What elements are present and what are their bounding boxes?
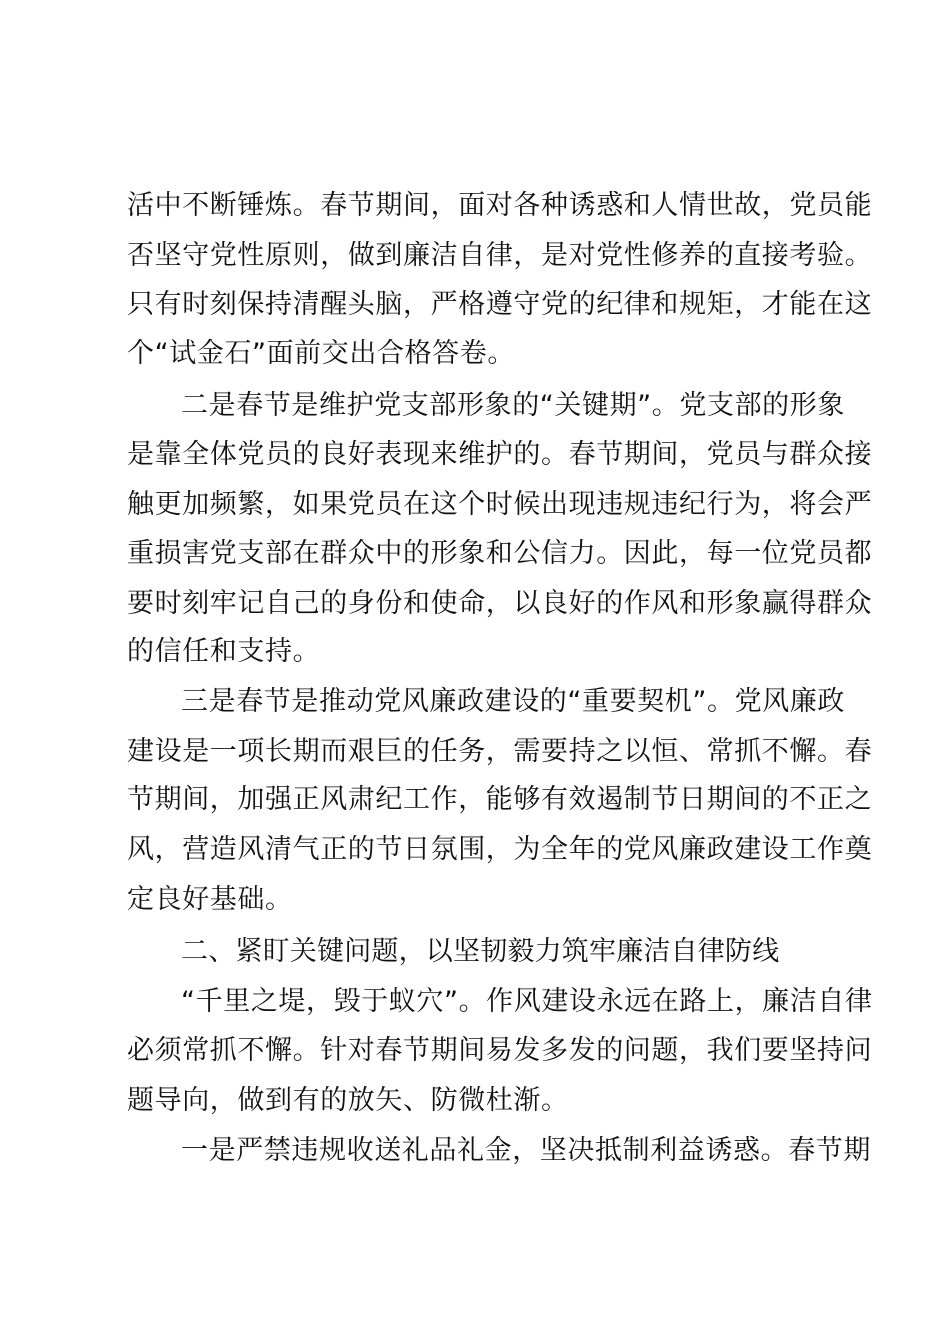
text-line-2: 否坚守党性原则，做到廉洁自律，是对党性修养的直接考验。 [127,240,873,271]
text-line-12: 建设是一项长期而艰巨的任务，需要持之以恒、常抓不懈。春 [127,736,873,767]
text-line-15: 定良好基础。 [127,884,293,915]
text-line-4: 个“试金石”面前交出合格答卷。 [127,338,515,369]
text-line-18: 必须常抓不懈。针对春节期间易发多发的问题，我们要坚持问 [127,1035,873,1066]
text-line-6: 是靠全体党员的良好表现来维护的。春节期间，党员与群众接 [127,439,873,470]
text-line-13: 节期间，加强正风肃纪工作，能够有效遏制节日期间的不正之 [127,784,873,815]
section-heading-two: 二、紧盯关键问题，以坚韧毅力筑牢廉洁自律防线 [181,936,780,967]
text-line-7: 触更加频繁，如果党员在这个时候出现违规违纪行为，将会严 [127,489,873,520]
text-line-9: 要时刻牢记自己的身份和使命，以良好的作风和形象赢得群众 [127,588,873,619]
paragraph-quote-start: “千里之堤，毁于蚁穴”。作风建设永远在路上，廉洁自律 [181,986,873,1017]
text-line-8: 重损害党支部在群众中的形象和公信力。因此，每一位党员都 [127,538,873,569]
text-line-14: 风，营造风清气正的节日氛围，为全年的党风廉政建设工作奠 [127,834,873,865]
text-line-3: 只有时刻保持清醒头脑，严格遵守党的纪律和规矩，才能在这 [127,289,873,320]
paragraph-point-two-start: 二是春节是维护党支部形象的“关键期”。党支部的形象 [181,390,845,421]
text-line-1: 活中不断锤炼。春节期间，面对各种诱惑和人情世故，党员能 [127,190,873,221]
paragraph-point-three-start: 三是春节是推动党风廉政建设的“重要契机”。党风廉政 [181,686,845,717]
text-line-19: 题导向，做到有的放矢、防微杜渐。 [127,1085,569,1116]
text-line-10: 的信任和支持。 [127,636,321,667]
paragraph-point-one-start: 一是严禁违规收送礼品礼金，坚决抵制利益诱惑。春节期 [181,1135,871,1166]
